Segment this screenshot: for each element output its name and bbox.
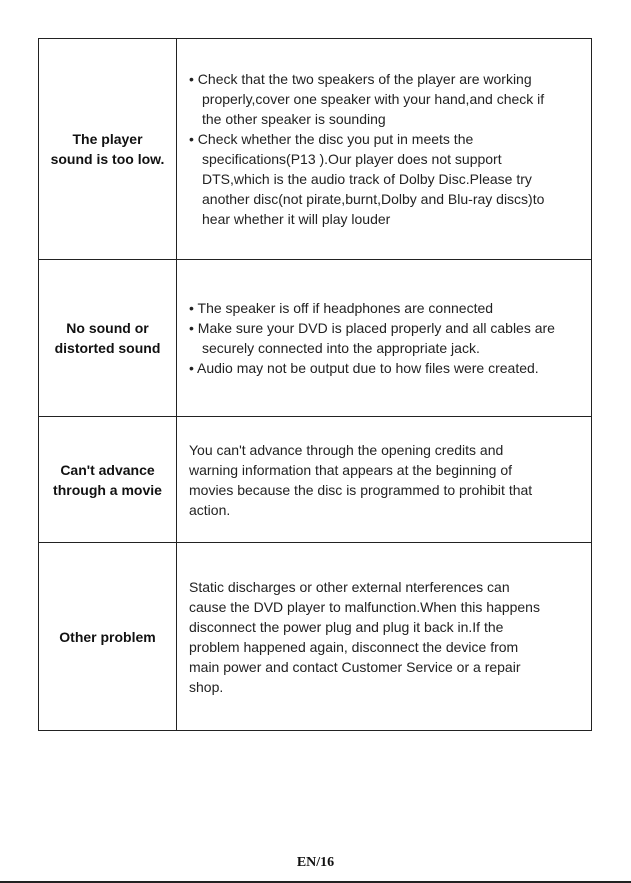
page-number: EN/16 [296, 855, 335, 870]
solution-line: specifications(P13 ).Our player does not support [202, 151, 502, 167]
solution-line: shop. [189, 678, 224, 695]
problem-label: The player [72, 131, 143, 147]
problem-cell [39, 417, 177, 543]
solution-line: cause the DVD player to malfunction.When this happens [189, 598, 540, 615]
table-row [39, 543, 592, 731]
solution-line: DTS,which is the audio track of Dolby Disc.Please try [202, 171, 532, 187]
solution-cell [177, 543, 592, 731]
solution-cell [177, 39, 592, 260]
troubleshooting-table [38, 38, 592, 731]
solution-line: • Audio may not be output due to how files were created. [189, 360, 539, 376]
problem-cell [39, 543, 177, 731]
table-row [39, 417, 592, 543]
problem-label: Other problem [59, 628, 156, 645]
problem-label: Can't advance [60, 461, 155, 478]
table-row [39, 260, 592, 417]
solution-line: securely connected into the appropriate jack. [202, 340, 480, 356]
solution-line: warning information that appears at the beginning of [189, 461, 512, 478]
solution-line: another disc(not pirate,burnt,Dolby and Blu-ray discs)to [202, 191, 545, 207]
solution-line: movies because the disc is programmed to prohibit that [189, 481, 533, 498]
solution-line: hear whether it will play louder [202, 211, 391, 227]
solution-cell [177, 417, 592, 543]
solution-cell [177, 260, 592, 417]
solution-line: • Make sure your DVD is placed properly and all cables are [189, 320, 555, 336]
solution-line: problem happened again, disconnect the device from [189, 638, 519, 655]
problem-label: distorted sound [54, 340, 161, 356]
problem-cell [39, 39, 177, 260]
solution-line: disconnect the power plug and plug it back in.If the [189, 618, 504, 635]
solution-line: You can't advance through the opening credits and [189, 441, 504, 458]
solution-line: properly,cover one speaker with your hand,and check if [202, 91, 545, 107]
solution-line: action. [189, 501, 231, 518]
problem-label: sound is too low. [50, 151, 165, 167]
solution-line: • Check that the two speakers of the player are working [189, 71, 532, 87]
solution-line: • Check whether the disc you put in meets the [189, 131, 474, 147]
problem-label: No sound or [66, 320, 149, 336]
solution-line: the other speaker is sounding [202, 111, 386, 127]
problem-label: through a movie [53, 481, 162, 498]
solution-line: • The speaker is off if headphones are connected [189, 300, 494, 316]
solution-line: Static discharges or other external nterferences can [189, 578, 510, 595]
problem-cell [39, 260, 177, 417]
solution-line: main power and contact Customer Service or a repair [189, 658, 521, 675]
table-row [39, 39, 592, 260]
